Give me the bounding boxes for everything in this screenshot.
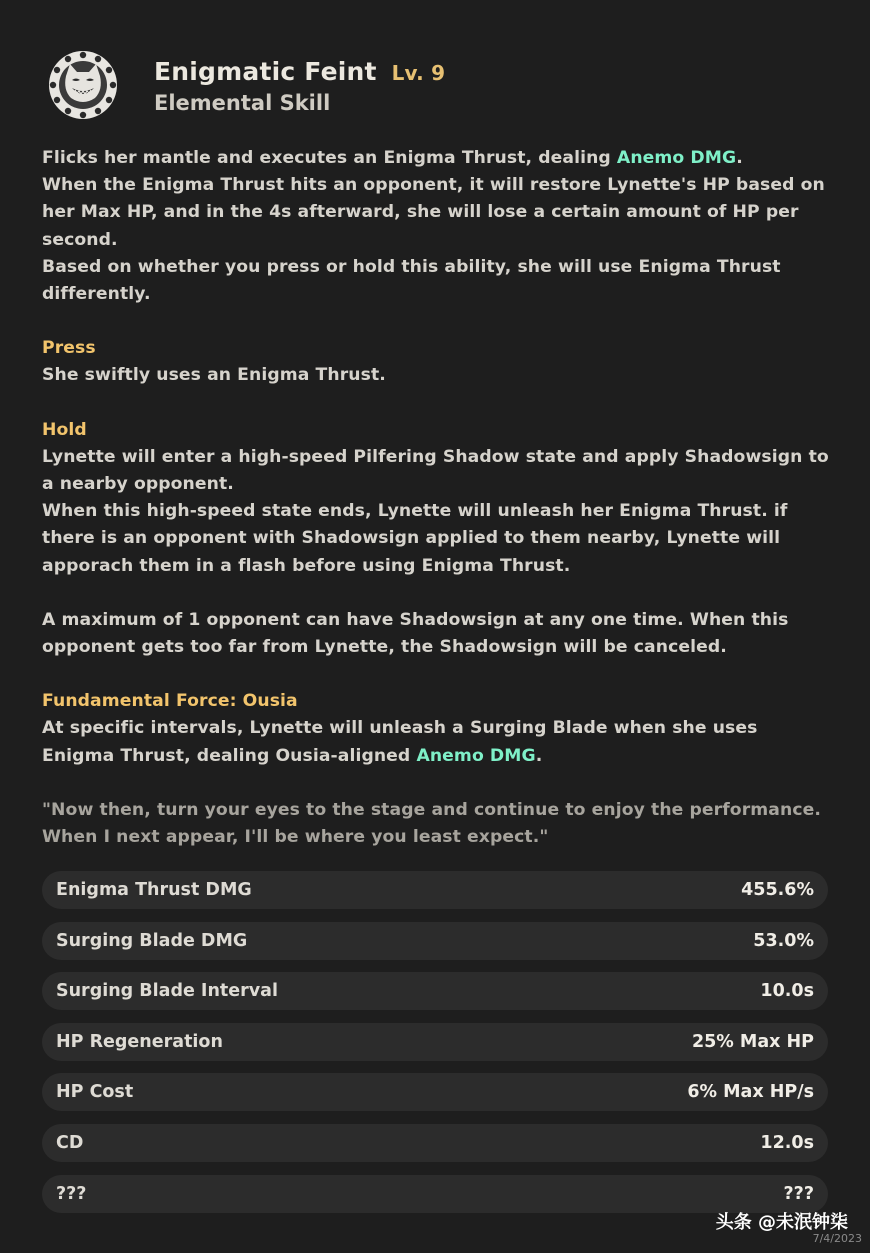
- stat-value: 10.0s: [760, 981, 814, 1002]
- stat-row: [42, 1175, 828, 1213]
- watermark: 头条 @未泯钟柒: [715, 1212, 848, 1233]
- shadowsign-limit-text: A maximum of 1 opponent can have Shadowsign at any one time. When this opponent gets too far from Lynette, the Shadowsign will be canceled.: [42, 609, 789, 658]
- stat-value: 12.0s: [760, 1132, 814, 1153]
- hold-text-1: Lynette will enter a high-speed Pilfering Shadow state and apply Shadowsign to a nearby opponent.: [42, 446, 829, 495]
- press-text: She swiftly uses an Enigma Thrust.: [42, 365, 386, 386]
- watermark-date: 7/4/2023: [812, 1232, 862, 1245]
- cat-mask-icon: [48, 50, 118, 120]
- stat-label: HP Cost: [56, 1082, 134, 1103]
- flavor-quote: "Now then, turn your eyes to the stage and continue to enjoy the performance. When I next appear, I'll be where you least expect.": [42, 799, 822, 848]
- stats-table: [42, 871, 828, 1225]
- intro-paragraph-3: Based on whether you press or hold this ability, she will use Enigma Thrust differently.: [42, 256, 781, 305]
- stat-row: [42, 922, 828, 960]
- intro-paragraph-2: When the Enigma Thrust hits an opponent, it will restore Lynette's HP based on her Max HP, and in the 4s afterward, she will lose a certain amount of HP per second.: [42, 175, 825, 250]
- skill-description: [42, 145, 832, 851]
- stat-row: [42, 972, 828, 1010]
- title-block: [154, 57, 445, 118]
- stat-row: [42, 1073, 828, 1111]
- ousia-heading: Fundamental Force: Ousia: [42, 691, 298, 712]
- stat-label: Surging Blade DMG: [56, 930, 248, 951]
- stat-row: [42, 1023, 828, 1061]
- stat-value: 455.6%: [741, 880, 814, 900]
- press-heading: Press: [42, 338, 96, 359]
- stat-label: Enigma Thrust DMG: [56, 880, 252, 900]
- stat-label: CD: [56, 1132, 84, 1153]
- skill-type: Elemental Skill: [154, 90, 331, 115]
- stat-label: ???: [56, 1183, 87, 1204]
- skill-header: [48, 50, 445, 120]
- intro-paragraph-1: Flicks her mantle and executes an Enigma Thrust, dealing Anemo DMG.: [42, 148, 743, 168]
- skill-name: Enigmatic Feint: [154, 56, 377, 86]
- stat-row: [42, 1124, 828, 1162]
- hold-heading: Hold: [42, 419, 87, 440]
- ousia-text: At specific intervals, Lynette will unleash a Surging Blade when she uses Enigma Thrust, dealing Ousia-aligned Anemo DMG.: [42, 718, 758, 766]
- skill-title: [154, 57, 445, 88]
- stat-label: HP Regeneration: [56, 1031, 223, 1052]
- stat-row: [42, 871, 828, 909]
- stat-value: 53.0%: [753, 930, 814, 951]
- stat-value: 6% Max HP/s: [687, 1082, 814, 1103]
- hold-text-2: When this high-speed state ends, Lynette will unleash her Enigma Thrust. if there is an opponent with Shadowsign applied to them nearby, Lynette will apporach them in a flash before using Enigma Thrust.: [42, 501, 788, 576]
- stat-label: Surging Blade Interval: [56, 981, 278, 1002]
- anemo-dmg-term: Anemo DMG: [616, 148, 737, 168]
- stat-value: 25% Max HP: [691, 1031, 814, 1052]
- anemo-dmg-term: Anemo DMG: [416, 745, 536, 766]
- skill-level: Lv. 9: [391, 60, 446, 85]
- stat-value: ???: [783, 1183, 814, 1204]
